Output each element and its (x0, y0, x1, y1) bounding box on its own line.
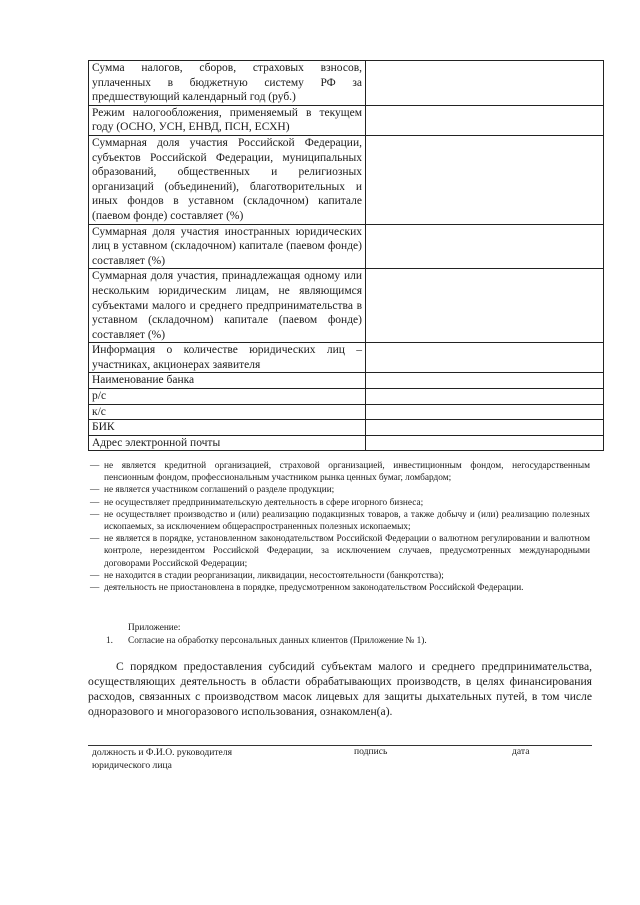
signature-sign-caption: подпись (354, 746, 388, 757)
row-value-bank-name[interactable] (366, 373, 604, 389)
row-value-settlement-account[interactable] (366, 389, 604, 405)
row-value-tax-regime[interactable] (366, 105, 604, 135)
table-row (89, 135, 604, 224)
row-label-non-sme-share: Суммарная доля участия, принадлежащая одному или нескольким юридическим лицам, не являющимся субъектами малого и среднего предпринимательства в уставном (складочном) капитале (паевом фонде) составляет (%) (89, 269, 366, 343)
list-item (90, 497, 590, 509)
table-row (89, 61, 604, 106)
row-label-participants-count: Информация о количестве юридических лиц – участниках, акционерах заявителя (89, 343, 366, 373)
appendix-title: Приложение: (128, 623, 181, 633)
appendix-item-text: Согласие на обработку персональных данных клиентов (Приложение № 1). (128, 636, 427, 646)
condition-text: не осуществляет предпринимательскую деятельность в сфере игорного бизнеса; (104, 497, 424, 508)
row-value-corr-account[interactable] (366, 404, 604, 420)
table-row (89, 404, 604, 420)
row-label-tax-regime: Режим налогообложения, применяемый в текущем году (ОСНО, УСН, ЕНВД, ПСН, ЕСХН) (89, 105, 366, 135)
condition-text: не находится в стадии реорганизации, ликвидации, несостоятельности (банкротства); (104, 570, 444, 581)
appendix-item (106, 636, 427, 646)
list-item (90, 460, 590, 484)
conditions-list (90, 460, 590, 594)
row-label-state-share: Суммарная доля участия Российской Федерации, субъектов Российской Федерации, муниципальных образований, общественных и религиозных организаций (объединений), благотворительных и иных фондов в уставном (складочном) капитале (паевом фонде) составляет (%) (89, 135, 366, 224)
row-label-email: Адрес электронной почты (89, 435, 366, 451)
list-item (90, 570, 590, 582)
condition-text: не является в порядке, установленном законодательством Российской Федерации о валютном регулировании и валютном контроле, нерезидентом Российской Федерации, за исключением случаев, предусмотренных международными договорами Российской Федерации; (104, 534, 590, 569)
dash-bullet: — (90, 583, 100, 594)
signature-date-caption: дата (512, 746, 530, 757)
dash-bullet: — (90, 485, 100, 496)
table-row (89, 343, 604, 373)
dash-bullet: — (90, 497, 100, 508)
row-value-taxes-paid[interactable] (366, 61, 604, 106)
row-value-state-share[interactable] (366, 135, 604, 224)
row-value-non-sme-share[interactable] (366, 269, 604, 343)
appendix-item-number: 1. (106, 636, 113, 646)
dash-bullet: — (90, 534, 100, 545)
list-item (90, 533, 590, 570)
condition-text: не осуществляет производство и (или) реализацию подакцизных товаров, а также добычу и (или) реализацию полезных ископаемых, за исключением общераспространенных полезных ископаемых; (104, 509, 590, 533)
signature-position-caption: должность и Ф.И.О. руководителя юридического лица (92, 747, 233, 771)
list-item (90, 509, 590, 533)
row-label-corr-account: к/с (89, 404, 366, 420)
table-row (89, 373, 604, 389)
acknowledgement-paragraph: С порядком предоставления субсидий субъектам малого и среднего предпринимательства, осуществляющих деятельность в области обрабатывающих производств, в целях финансирования расходов, связанных с производством масок лицевых для защиты дыхательных путей, в том числе одноразового и многоразового использования, ознакомлен(а). (88, 660, 592, 718)
table-row (89, 435, 604, 451)
condition-text: не является участником соглашений о разделе продукции; (104, 485, 335, 496)
dash-bullet: — (90, 570, 100, 581)
condition-text: не является кредитной организацией, страховой организацией, инвестиционным фондом, негосударственным пенсионным фондом, профессиональным участником рынка ценных бумаг, ломбардом; (104, 461, 590, 484)
condition-text: деятельность не приостановлена в порядке, предусмотренном законодательством Российской Федерации. (104, 583, 524, 594)
row-value-bik[interactable] (366, 420, 604, 436)
row-value-foreign-share[interactable] (366, 224, 604, 269)
applicant-info-table (88, 60, 604, 451)
row-label-taxes-paid: Сумма налогов, сборов, страховых взносов, уплаченных в бюджетную систему РФ за предшествующий календарный год (руб.) (89, 61, 366, 106)
table-row (89, 420, 604, 436)
row-label-bik: БИК (89, 420, 366, 436)
row-label-bank-name: Наименование банка (89, 373, 366, 389)
row-label-foreign-share: Суммарная доля участия иностранных юридических лиц в уставном (складочном) капитале (паевом фонде) составляет (%) (89, 224, 366, 269)
table-row (89, 269, 604, 343)
dash-bullet: — (90, 461, 100, 471)
table-row (89, 224, 604, 269)
row-value-email[interactable] (366, 435, 604, 451)
list-item (90, 484, 590, 496)
row-value-participants-count[interactable] (366, 343, 604, 373)
table-row (89, 389, 604, 405)
list-item (90, 582, 590, 594)
row-label-settlement-account: р/с (89, 389, 366, 405)
table-row (89, 105, 604, 135)
dash-bullet: — (90, 509, 100, 520)
